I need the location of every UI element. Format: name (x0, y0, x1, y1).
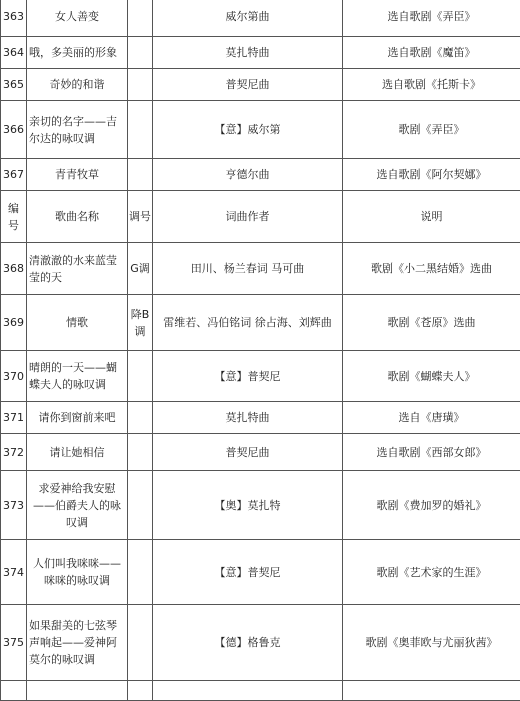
key-signature (128, 605, 153, 681)
table-row-partial (1, 681, 520, 701)
table-row (1, 434, 520, 471)
note: 歌剧《奥菲欧与尤丽狄茜》 (343, 605, 520, 681)
note: 选自歌剧《阿尔契娜》 (343, 159, 520, 191)
song-title: 请让她相信 (27, 434, 128, 471)
composer: 【奥】莫扎特 (153, 471, 343, 540)
header-note: 说明 (343, 191, 520, 243)
note: 歌剧《弄臣》 (343, 101, 520, 159)
row-number: 367 (1, 159, 27, 191)
table-row (1, 69, 520, 101)
empty-cell (128, 681, 153, 701)
row-number: 373 (1, 471, 27, 540)
key-signature (128, 159, 153, 191)
key-signature (128, 471, 153, 540)
empty-cell (27, 681, 128, 701)
key-signature (128, 540, 153, 605)
song-title: 求爱神给我安慰——伯爵夫人的咏叹调 (27, 471, 128, 540)
note: 选自《唐璜》 (343, 402, 520, 434)
composer: 莫扎特曲 (153, 37, 343, 69)
table-row (1, 402, 520, 434)
header-composer: 词曲作者 (153, 191, 343, 243)
song-title: 奇妙的和谐 (27, 69, 128, 101)
empty-cell (153, 681, 343, 701)
note: 选自歌剧《西部女郎》 (343, 434, 520, 471)
row-number: 365 (1, 69, 27, 101)
key-signature (128, 402, 153, 434)
note: 歌剧《蝴蝶夫人》 (343, 351, 520, 402)
key-signature (128, 0, 153, 37)
table-row (1, 351, 520, 402)
header-key: 调号 (128, 191, 153, 243)
composer: 普契尼曲 (153, 69, 343, 101)
song-title: 哦，多美丽的形象 (27, 37, 128, 69)
note: 歌剧《苍原》选曲 (343, 295, 520, 351)
note: 歌剧《小二黑结婚》选曲 (343, 243, 520, 295)
empty-cell (343, 681, 520, 701)
song-title: 情歌 (27, 295, 128, 351)
song-title: 女人善变 (27, 0, 128, 37)
table-row (1, 605, 520, 681)
key-signature (128, 351, 153, 402)
table-row (1, 101, 520, 159)
row-number: 374 (1, 540, 27, 605)
song-title: 清澈澈的水来蓝莹莹的天 (27, 243, 128, 295)
composer: 雷维若、冯伯铭词 徐占海、刘辉曲 (153, 295, 343, 351)
composer: 田川、杨兰春词 马可曲 (153, 243, 343, 295)
row-number: 363 (1, 0, 27, 37)
note: 歌剧《费加罗的婚礼》 (343, 471, 520, 540)
note: 歌剧《艺术家的生涯》 (343, 540, 520, 605)
table-row (1, 295, 520, 351)
header-number: 编号 (1, 191, 27, 243)
song-title: 如果甜美的七弦琴声响起——爱神阿莫尔的咏叹调 (27, 605, 128, 681)
row-number: 370 (1, 351, 27, 402)
row-number: 364 (1, 37, 27, 69)
key-signature (128, 434, 153, 471)
song-title: 青青牧草 (27, 159, 128, 191)
row-number: 366 (1, 101, 27, 159)
key-signature (128, 37, 153, 69)
table-row (1, 471, 520, 540)
composer: 【意】普契尼 (153, 351, 343, 402)
table-row (1, 37, 520, 69)
song-title: 亲切的名字——吉尔达的咏叹调 (27, 101, 128, 159)
row-number: 375 (1, 605, 27, 681)
table-row (1, 0, 520, 37)
composer: 威尔第曲 (153, 0, 343, 37)
composer: 莫扎特曲 (153, 402, 343, 434)
table-row (1, 159, 520, 191)
key-signature: 降B调 (128, 295, 153, 351)
table-row (1, 243, 520, 295)
composer: 亨德尔曲 (153, 159, 343, 191)
composer: 【德】格鲁克 (153, 605, 343, 681)
composer: 【意】普契尼 (153, 540, 343, 605)
table-row (1, 540, 520, 605)
song-title: 人们叫我咪咪——咪咪的咏叹调 (27, 540, 128, 605)
row-number: 372 (1, 434, 27, 471)
header-title: 歌曲名称 (27, 191, 128, 243)
note: 选自歌剧《托斯卡》 (343, 69, 520, 101)
note: 选自歌剧《魔笛》 (343, 37, 520, 69)
row-number: 368 (1, 243, 27, 295)
composer: 普契尼曲 (153, 434, 343, 471)
key-signature: G调 (128, 243, 153, 295)
row-number: 371 (1, 402, 27, 434)
song-title: 晴朗的一天——蝴蝶夫人的咏叹调 (27, 351, 128, 402)
key-signature (128, 69, 153, 101)
row-number: 369 (1, 295, 27, 351)
key-signature (128, 101, 153, 159)
empty-cell (1, 681, 27, 701)
composer: 【意】威尔第 (153, 101, 343, 159)
note: 选自歌剧《弄臣》 (343, 0, 520, 37)
table-header-row (1, 191, 520, 243)
song-title: 请你到窗前来吧 (27, 402, 128, 434)
